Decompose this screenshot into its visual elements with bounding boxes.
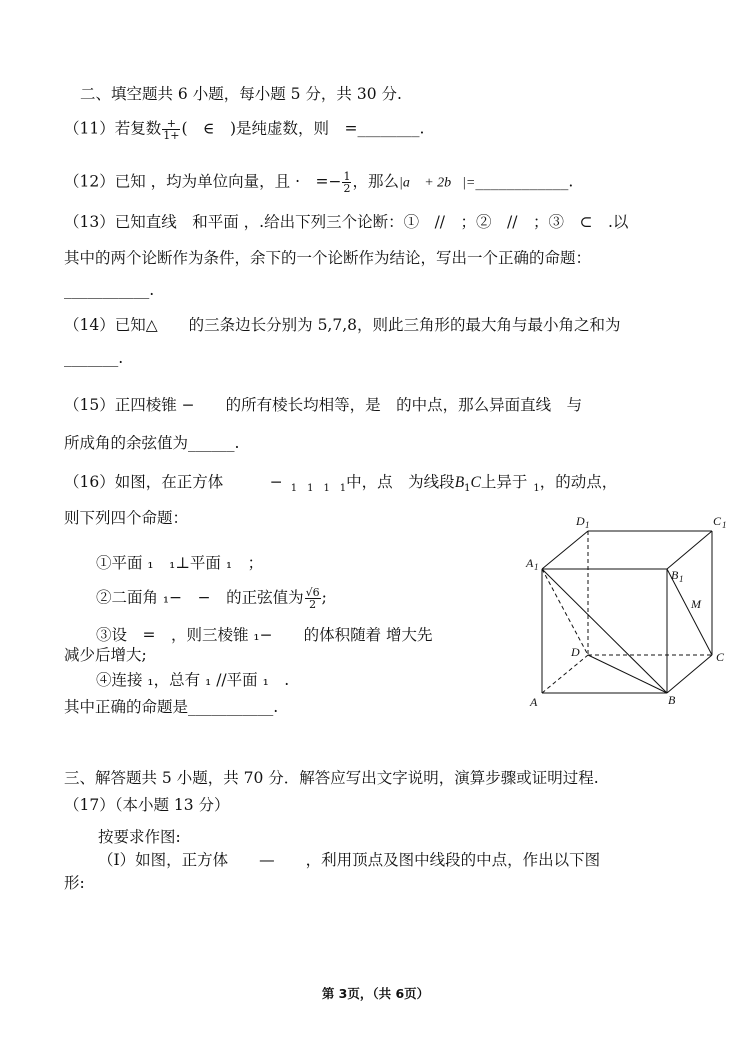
q16-prop2-a: ②二面角 ₁− − 的正弦值为 — [96, 588, 304, 607]
q16-text-c: 上异于 — [480, 473, 528, 491]
q16-prop2-den: 2 — [309, 598, 317, 611]
q12-text-a: （12）已知 ，均为单位向量，且 · =− — [64, 172, 342, 191]
question-16 — [64, 472, 617, 499]
q12-frac-den: 2 — [343, 182, 351, 195]
q16-prop3-line1: ③设 = ，则三棱锥 ₁− 的体积随着 增大先 — [96, 626, 433, 644]
q16-prop4: ④连接 ₁，总有 ₁ //平面 ₁ . — [96, 671, 290, 689]
q15-line2: 所成角的余弦值为______. — [64, 434, 240, 452]
q16-prop2 — [96, 587, 327, 610]
label-d1: D — [576, 514, 585, 528]
q12-fraction — [342, 171, 351, 194]
hidden-edge-a-d — [542, 655, 588, 693]
edge-a1-d1 — [542, 531, 588, 569]
q17-line1: 按要求作图: — [98, 828, 181, 846]
cube-figure — [520, 505, 740, 715]
q11-frac-num: + — [162, 118, 180, 130]
q16-prop2-fraction — [305, 587, 321, 610]
q16-prop1: ①平面 ₁ ₁⊥平面 ₁ ； — [96, 554, 264, 572]
section2-heading: 二、填空题共 6 小题，每小题 5 分，共 30 分. — [80, 85, 402, 103]
label-b1: B — [671, 568, 679, 582]
q16-prop3-line2: 减少后增大; — [64, 646, 147, 664]
q17-line3: 形: — [64, 874, 85, 892]
q13-line1: （13）已知直线 和平面 ，.给出下列三个论断：① // ；② // ；③ ⊂ .以 — [64, 213, 629, 231]
q17-line2: （Ⅰ）如图，正方体 — ，利用顶点及图中线段的中点，作出以下图 — [98, 851, 601, 869]
q16-seg-sub: 1 — [464, 483, 471, 494]
label-b: B — [668, 693, 676, 707]
q12-vector-expr: |a⃗ + 2b⃗|= — [399, 175, 476, 191]
q16-seg-b: B — [454, 474, 465, 491]
q11-text-b: ( ∈ )是纯虚数，则 =________. — [181, 119, 425, 138]
q16-text-b: 中，点 为线段 — [346, 473, 455, 491]
q13-line3: ___________. — [64, 281, 155, 299]
q11-fraction — [162, 118, 180, 141]
segment-d-b — [588, 655, 667, 693]
q14-line1: （14）已知△ 的三条边长分别为 5,7,8，则此三角形的最大角与最小角之和为 — [64, 316, 621, 334]
q16-subscripts: 1 1 1 1 — [290, 483, 347, 494]
label-c1-sub: 1 — [722, 520, 727, 530]
q16-text-d: ，的动点， — [539, 473, 618, 491]
q16-prop2-b: ; — [321, 588, 327, 607]
q12-blank: ____________. — [475, 172, 574, 191]
label-m: M — [691, 597, 701, 611]
label-c: C — [716, 650, 725, 664]
section3-heading: 三、解答题共 5 小题，共 70 分．解答应写出文字说明，演算步骤或证明过程. — [64, 769, 599, 787]
q16-seg-c: C — [470, 474, 481, 491]
segment-a1-b — [542, 569, 667, 693]
label-a: A — [530, 695, 538, 709]
q13-line2: 其中的两个论断作为条件，余下的一个论断作为结论，写出一个正确的命题： — [64, 249, 592, 267]
q16-line2: 则下列四个命题： — [64, 509, 189, 527]
q11-frac-den: 1+ — [163, 129, 180, 142]
q16-text-a: （16）如图，在正方体 − — [64, 473, 283, 491]
q14-line2: _______. — [64, 349, 124, 367]
page-footer: 第 3页，（共 6页） — [321, 986, 430, 1001]
q12-frac-num: 1 — [343, 170, 351, 183]
q15-line1: （15）正四棱锥 − 的所有棱长均相等，是 的中点，那么异面直线 与 — [64, 396, 583, 414]
q11-text-a: （11）若复数 — [64, 119, 162, 138]
q16-answer: 其中正确的命题是___________. — [64, 698, 279, 716]
label-d: D — [571, 645, 580, 659]
label-c1: C — [713, 514, 722, 528]
label-d1-sub: 1 — [585, 520, 590, 530]
q16-prop2-num: √6 — [305, 586, 320, 599]
label-a1-sub: 1 — [534, 562, 539, 572]
edge-c1-b1 — [667, 531, 712, 569]
question-11 — [64, 118, 424, 141]
q16-c-sub: 1 — [533, 483, 540, 494]
q17-title: （17）（本小题 13 分） — [64, 796, 230, 814]
question-12 — [64, 171, 573, 194]
edge-b-c — [667, 655, 712, 693]
q12-text-b: ，那么 — [352, 172, 399, 191]
label-b1-sub: 1 — [679, 574, 684, 584]
hidden-segment-a1-d — [542, 569, 588, 655]
label-a1: A — [526, 556, 534, 570]
